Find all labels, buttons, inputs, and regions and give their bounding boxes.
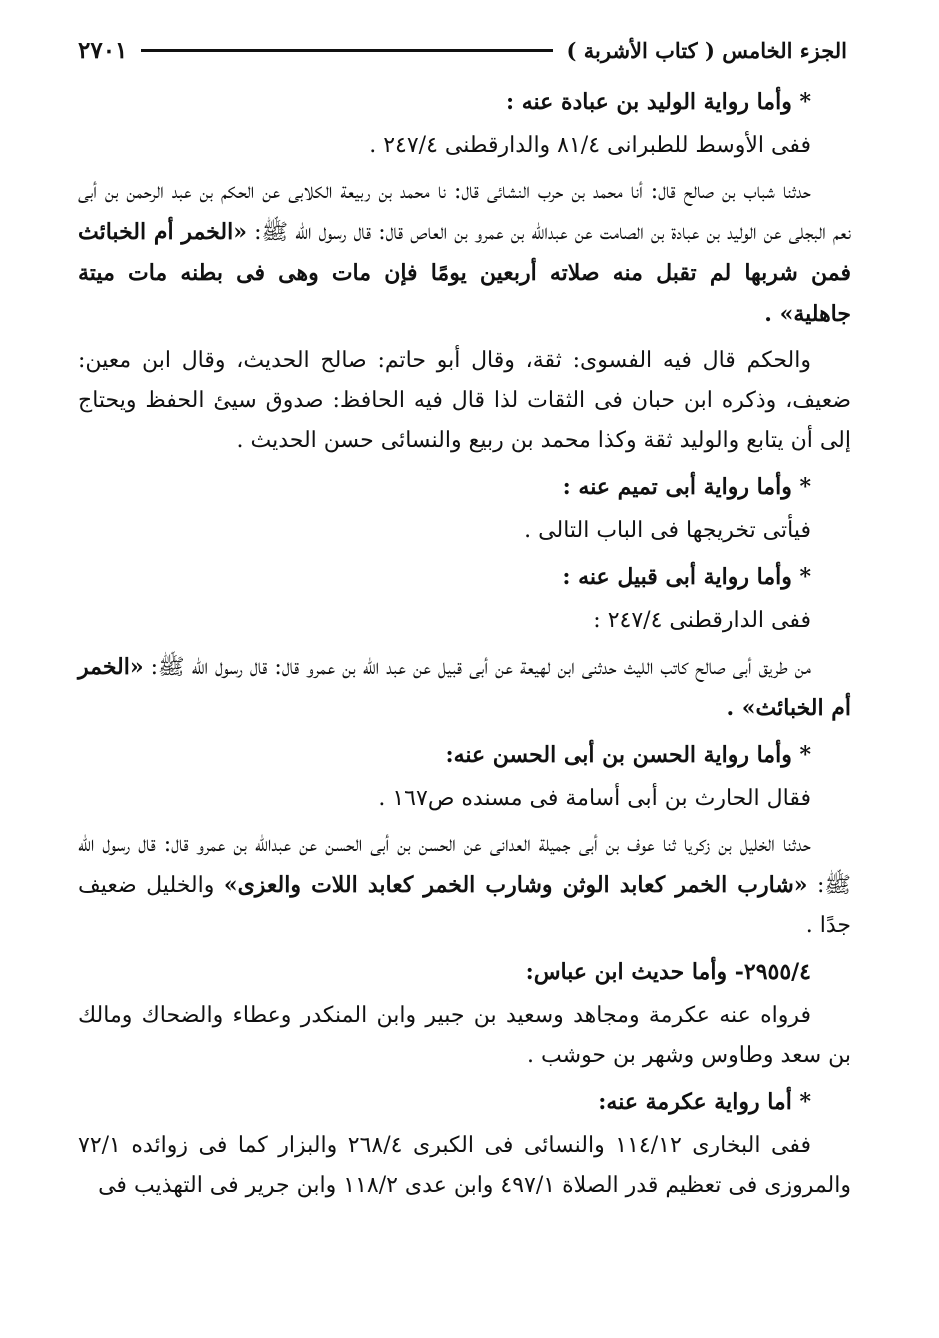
running-title: الجزء الخامس ( كتاب الأشربة ) <box>566 37 847 63</box>
section-heading: * وأما رواية أبى تميم عنه : <box>562 474 811 500</box>
page-body <box>78 78 851 1212</box>
header-rule <box>141 49 552 52</box>
grading-text: والخليل ضعيف جدًا . <box>78 873 851 938</box>
hadith-paragraph <box>78 172 851 335</box>
section-heading: * وأما رواية الوليد بن عبادة عنه : <box>505 89 811 115</box>
page-number: ٢٧٠١ <box>78 36 128 64</box>
hadith-paragraph <box>78 647 851 729</box>
narrators-paragraph: فرواه عنه عكرمة ومجاهد وسعيد بن جبير وابن المنكدر وعطاء والضحاك ومالك بن سعد وطاوس وشهر بن حوشب . <box>78 1003 851 1068</box>
source-reference: ففى الدارقطنى ٢٤٧/٤ : <box>593 608 811 633</box>
section-heading: * أما رواية عكرمة عنه: <box>598 1089 811 1115</box>
sources-paragraph: ففى البخارى ١١٤/١٢ والنسائى فى الكبرى ٢٦٨/٤ والبزار كما فى زوائده ٧٢/١ والمروزى فى تعظيم قدر الصلاة ٤٩٧/١ وابن عدى ١١٨/٢ وابن جرير فى التهذيب فى <box>78 1133 851 1198</box>
source-reference: فيأتى تخريجها فى الباب التالى . <box>524 518 811 543</box>
hadith-matn: «شارب الخمر كعابد الوثن وشارب الخمر كعابد اللات والعزى» <box>223 872 808 898</box>
hadith-matn: «الخمر أم الخبائث فمن شربها لم تقبل منه صلاته أربعين يومًا فإن مات وهى فى بطنه مات ميتة جاهلية» . <box>78 219 851 327</box>
page-header <box>78 30 847 70</box>
section-heading: ٢٩٥٥/٤- وأما حديث ابن عباس: <box>525 959 811 985</box>
hadith-paragraph <box>78 825 851 946</box>
commentary-paragraph: والحكم قال فيه الفسوى: ثقة، وقال أبو حاتم: صالح الحديث، وقال ابن معين: ضعيف، وذكره ابن حبان فى الثقات لذا قال فيه الحافظ: صدوق سيئ الحفظ ويحتاج إلى أن يتابع والوليد ثقة وكذا محمد بن ربيع والنسائى حسن الحديث . <box>78 348 851 453</box>
isnad-text: من طريق أبى صالح كاتب الليث حدثنى ابن لهيعة عن أبى قبيل عن عبد الله بن عمرو قال: قال رسول الله ﷺ: <box>150 655 811 680</box>
isnad-text: حدثنا الخليل بن زكريا ثنا عوف بن أبى جميلة العدانى عن الحسن بن أبى الحسن عن عبدالله بن عمرو قال: قال رسول الله ﷺ: <box>78 832 851 898</box>
source-reference: ففى الأوسط للطبرانى ٨١/٤ والدارقطنى ٢٤٧/٤ . <box>369 133 811 158</box>
hadith-matn: «الخمر أم الخبائث» . <box>78 654 851 721</box>
source-reference: فقال الحارث بن أبى أسامة فى مسنده ص١٦٧ . <box>378 786 811 811</box>
isnad-text: حدثنا شباب بن صالح قال: أنا محمد بن حرب النشائى قال: نا محمد بن ربيعة الكلابى عن الحكم بن عبد الرحمن بن أبى نعم البجلى عن الوليد بن عبادة بن الصامت عن عبدالله بن عمرو بن العاص قال: قال رسول الله ﷺ: <box>78 179 852 245</box>
section-heading: * وأما رواية الحسن بن أبى الحسن عنه: <box>445 742 811 768</box>
section-heading: * وأما رواية أبى قبيل عنه : <box>562 564 811 590</box>
